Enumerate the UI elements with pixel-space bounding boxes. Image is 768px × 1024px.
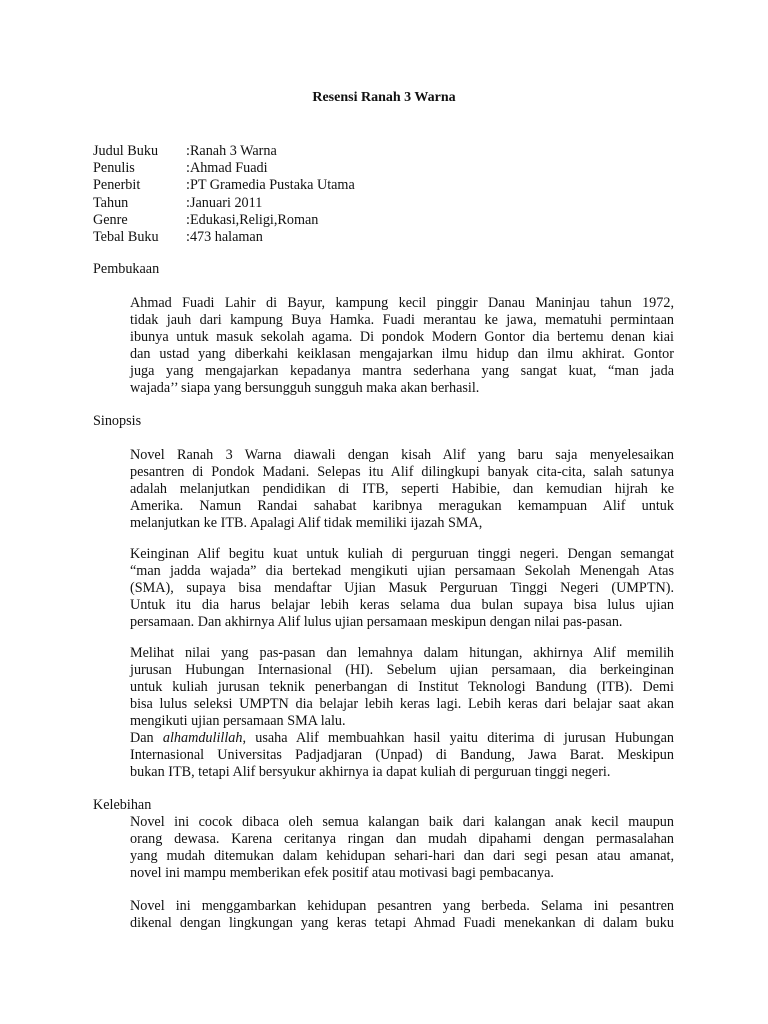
paragraph-sinopsis-2	[130, 546, 674, 631]
paragraph-line: yang mudah ditemukan dalam kehidupan sehari-hari dan dari segi pesan atau amanat,	[130, 848, 674, 864]
paragraph-line: Novel ini cocok dibaca oleh semua kalangan baik dari kalangan anak kecil maupun	[130, 814, 674, 830]
paragraph-line: orang dewasa. Karena ceritanya ringan dan mudah dipahami dengan permasalahan	[130, 831, 674, 847]
metadata-value: :Ahmad Fuadi	[186, 160, 268, 177]
paragraph-line: Novel Ranah 3 Warna diawali dengan kisah Alif yang baru saja menyelesaikan	[130, 447, 674, 463]
paragraph-line: pesantren di Pondok Madani. Selepas itu Alif dilingkupi banyak cita-cita, salah satunya	[130, 464, 674, 480]
paragraph-line: bisa lulus seleksi UMPTN dia belajar lebih keras lagi. Lebih keras dari belajar saat akan	[130, 696, 674, 712]
section-heading-pembukaan: Pembukaan	[93, 261, 160, 277]
book-metadata	[93, 143, 355, 246]
paragraph-line: bukan ITB, tetapi Alif bersyukur akhirnya ia dapat kuliah di perguruan tinggi negeri.	[130, 764, 611, 780]
metadata-row	[93, 229, 355, 246]
paragraph-sinopsis-3	[130, 645, 674, 781]
paragraph-line: mengikuti ujian persamaan SMA lalu.	[130, 713, 346, 729]
paragraph-line: dikenal dengan lingkungan yang keras tetapi Ahmad Fuadi menekankan di dalam buku	[130, 915, 674, 931]
metadata-value: :PT Gramedia Pustaka Utama	[186, 177, 355, 194]
paragraph-line: ibunya untuk masuk sekolah agama. Di pondok Modern Gontor dia bertemu denan kiai	[130, 329, 674, 345]
metadata-value: :Edukasi,Religi,Roman	[186, 211, 319, 228]
paragraph-line: Melihat nilai yang pas-pasan dan lemahnya dalam hitungan, akhirnya Alif memilih	[130, 645, 674, 661]
metadata-row	[93, 160, 355, 177]
paragraph-line: Ahmad Fuadi Lahir di Bayur, kampung kecil pinggir Danau Maninjau tahun 1972,	[130, 295, 674, 311]
section-heading-sinopsis: Sinopsis	[93, 413, 142, 429]
metadata-key: Tebal Buku	[93, 228, 159, 245]
metadata-value: :473 halaman	[186, 228, 263, 245]
paragraph-kelebihan-2	[130, 898, 674, 932]
paragraph-line: jurusan Hubungan Internasional (HI). Sebelum ujian persamaan, dia berkeinginan	[130, 662, 674, 678]
inline-text: , usaha Alif membuahkan hasil yaitu diterima di jurusan Hubungan	[242, 730, 674, 746]
paragraph-line: Internasional Universitas Padjadjaran (Unpad) di Bandung, Jawa Barat. Meskipun	[130, 747, 674, 763]
metadata-row	[93, 195, 355, 212]
metadata-key: Genre	[93, 211, 128, 228]
paragraph-line: tidak jauh dari kampung Buya Hamka. Fuadi merantau ke jawa, mematuhi permintaan	[130, 312, 674, 328]
document-title: Resensi Ranah 3 Warna	[312, 90, 456, 105]
paragraph-line: juga yang mengajarkan kepadanya mantra sederhana yang sangat kuat, “man jada	[130, 363, 674, 379]
inline-text: Dan	[130, 730, 163, 746]
paragraph-line: persamaan. Dan akhirnya Alif lulus ujian persamaan meskipun dengan nilai pas-pasan.	[130, 614, 623, 630]
paragraph-line: Untuk itu dia harus belajar lebih keras selama dua bulan supaya bisa lulus ujian	[130, 597, 674, 613]
metadata-value: :Januari 2011	[186, 194, 263, 211]
metadata-key: Penerbit	[93, 177, 141, 194]
paragraph-pembukaan	[130, 295, 674, 397]
paragraph-line: novel ini mampu memberikan efek positif atau motivasi bagi pembacanya.	[130, 865, 554, 881]
paragraph-line: Keinginan Alif begitu kuat untuk kuliah di perguruan tinggi negeri. Dengan semangat	[130, 546, 674, 562]
metadata-row	[93, 143, 355, 160]
metadata-row	[93, 212, 355, 229]
paragraph-line: melanjutkan ke ITB. Apalagi Alif tidak memiliki ijazah SMA,	[130, 515, 483, 531]
italic-text: alhamdulillah	[162, 730, 243, 746]
metadata-key: Penulis	[93, 160, 135, 177]
paragraph-line: wajada’’ siapa yang bersungguh sungguh maka akan berhasil.	[130, 380, 480, 396]
metadata-key: Judul Buku	[93, 143, 159, 159]
paragraph-line: untuk kuliah jurusan teknik penerbangan di Institut Teknologi Bandung (ITB). Demi	[130, 679, 674, 695]
paragraph-line: (SMA), supaya bisa mendaftar Ujian Masuk Perguruan Tinggi Negeri (UMPTN).	[130, 580, 674, 596]
paragraph-kelebihan-1	[130, 814, 674, 882]
paragraph-line: Novel ini menggambarkan kehidupan pesantren yang berbeda. Selama ini pesantren	[130, 898, 674, 914]
paragraph-line: “man jadda wajada” dia bertekad mengikuti ujian persamaan Sekolah Menengah Atas	[130, 563, 674, 579]
paragraph-line: adalah melanjutkan pendidikan di ITB, seperti Habibie, dan kemudian hijrah ke	[130, 481, 674, 497]
metadata-row	[93, 177, 355, 194]
paragraph-line	[130, 730, 674, 747]
metadata-value: :Ranah 3 Warna	[186, 143, 277, 159]
paragraph-line: dan ustad yang diberkahi keiklasan mengajarkan ilmu hidup dan ilmu akhirat. Gontor	[130, 346, 674, 362]
section-heading-kelebihan: Kelebihan	[93, 797, 152, 813]
metadata-key: Tahun	[93, 194, 129, 211]
paragraph-line: Amerika. Namun Randai sahabat karibnya meragukan kemampuan Alif untuk	[130, 498, 674, 514]
paragraph-sinopsis-1	[130, 447, 674, 532]
